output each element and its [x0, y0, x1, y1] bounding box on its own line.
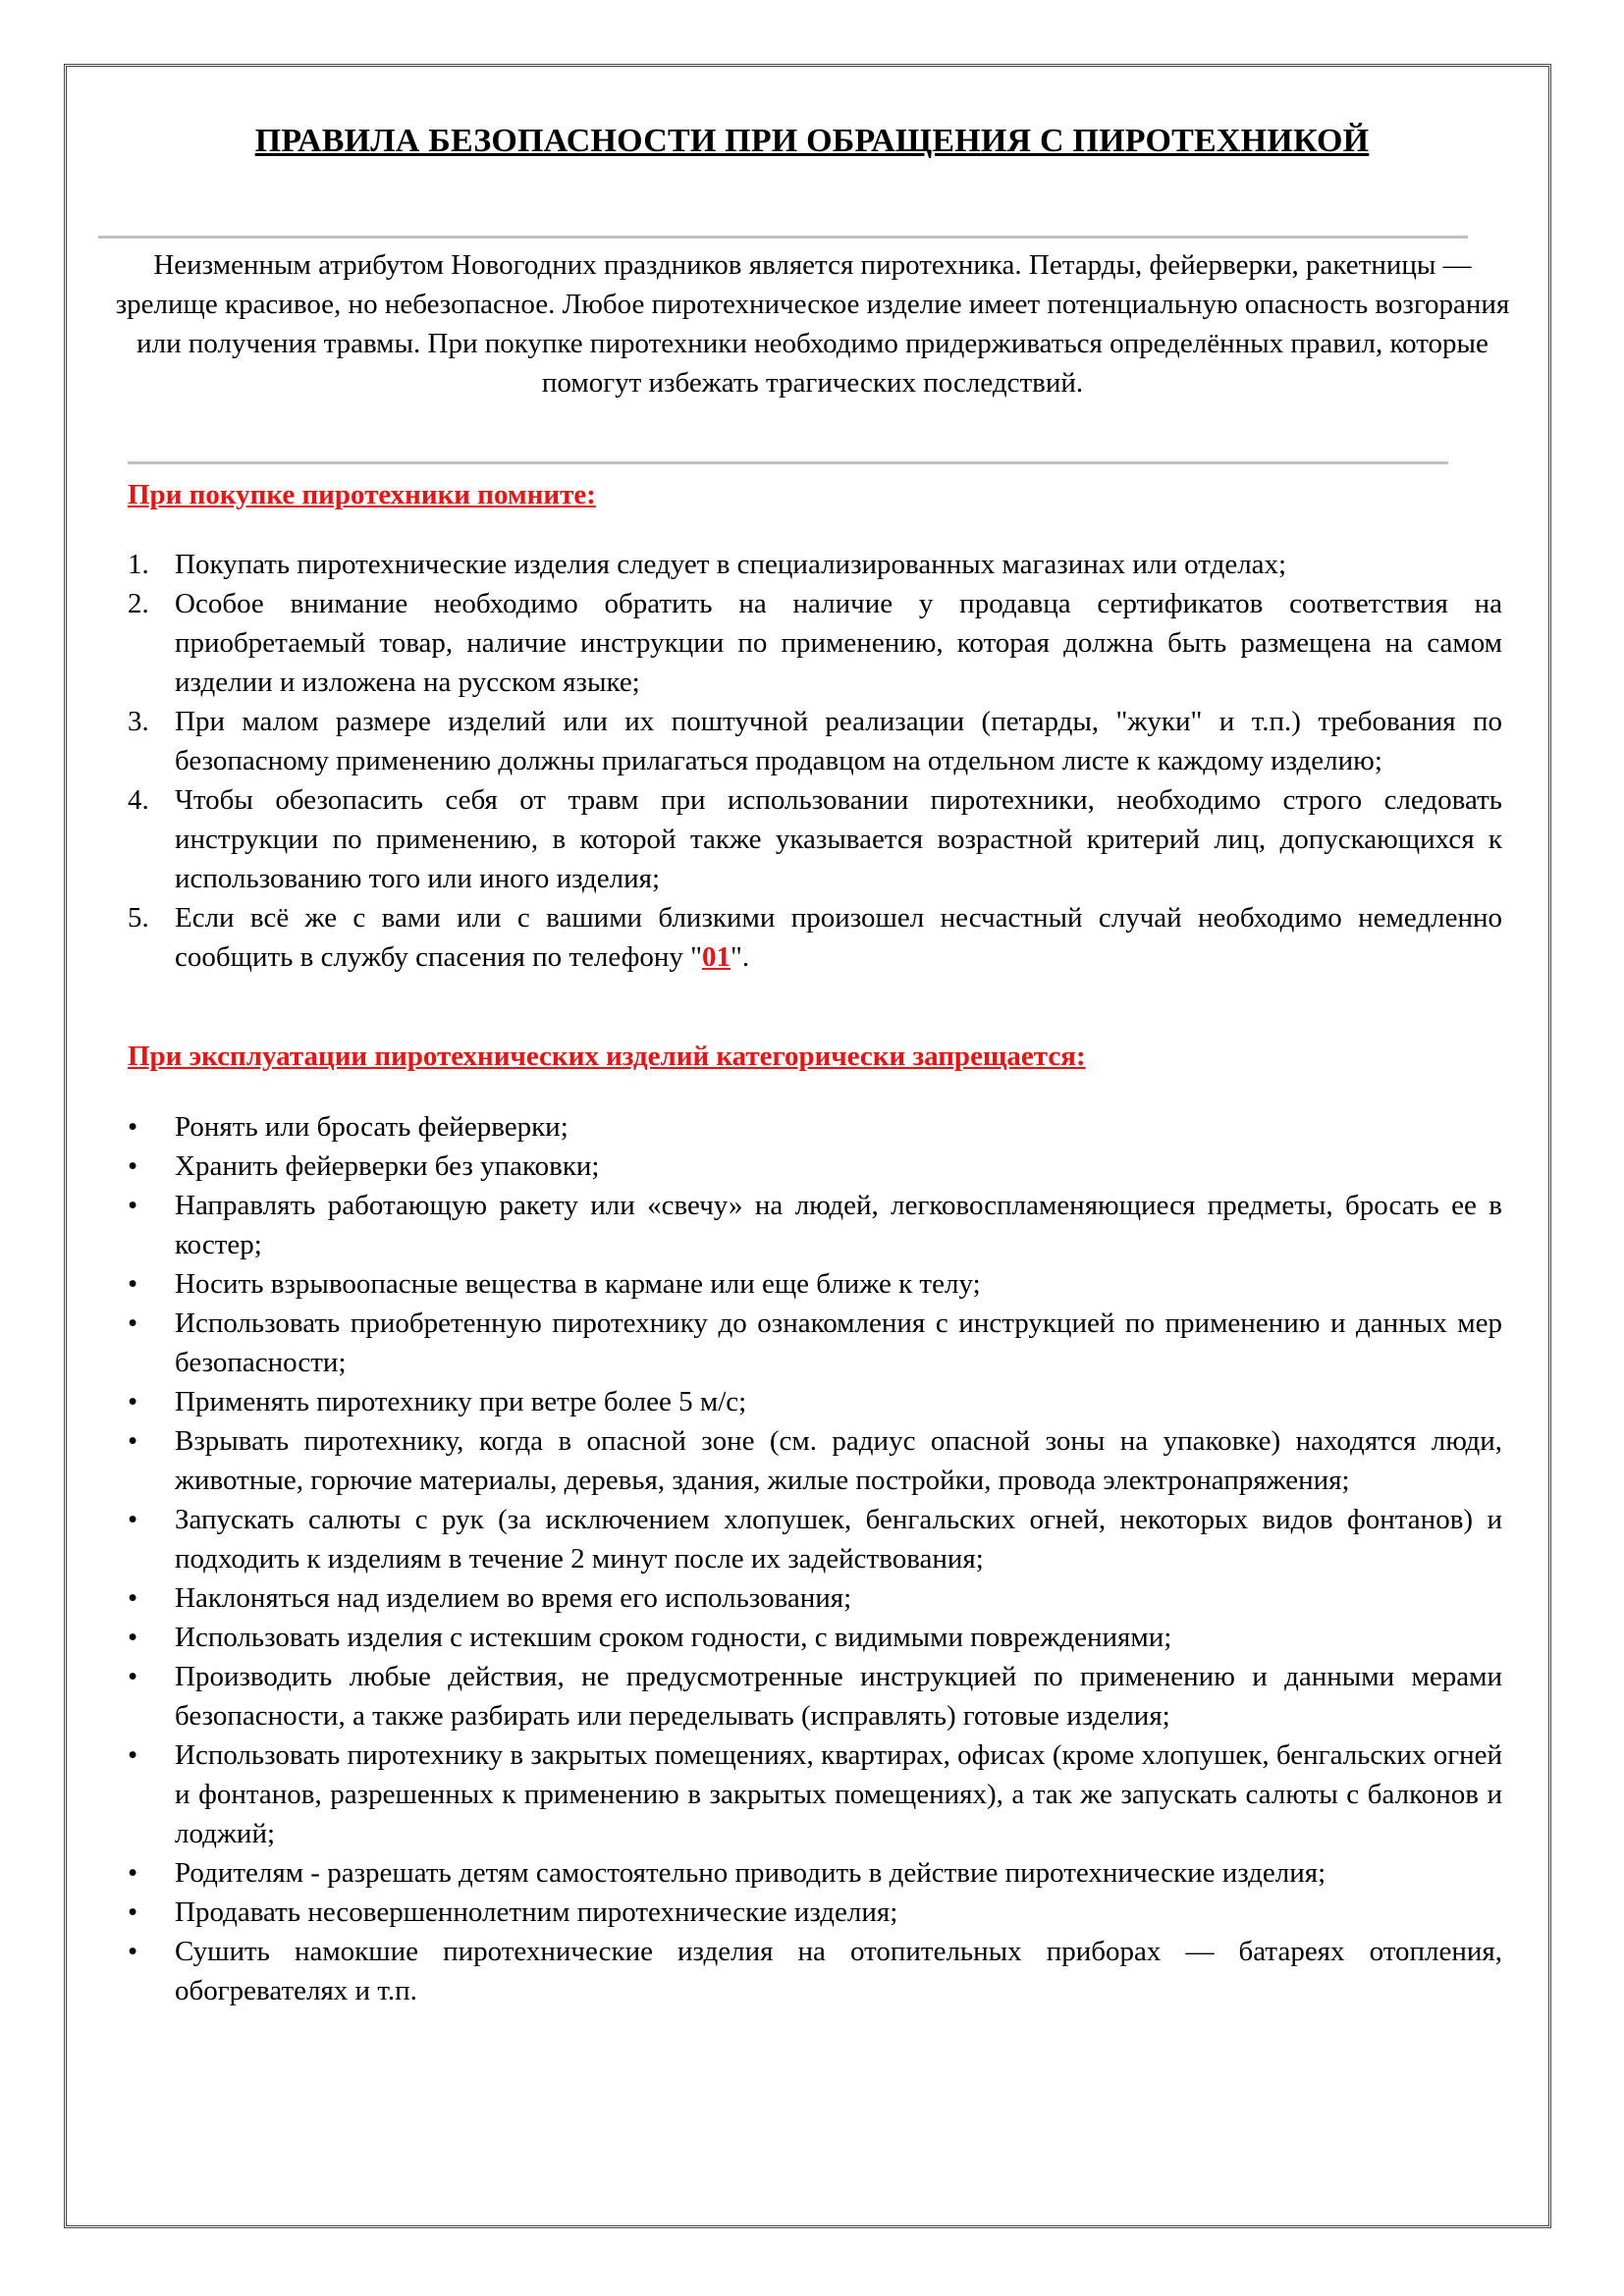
list-item-text: Применять пиротехнику при ветре более 5 м/с; — [175, 1386, 747, 1417]
list-item-text: Запускать салюты с рук (за исключением хлопушек, бенгальских огней, некоторых видов фонтанов) и подходить к изделиям в течение 2 минут после их задействования; — [175, 1504, 1502, 1575]
list-item — [128, 1500, 1502, 1578]
bullet-icon: • — [128, 1268, 138, 1300]
bullet-icon: • — [128, 1622, 138, 1653]
list-item — [128, 780, 1502, 898]
list-item-text: Если всё же с вами или с вашими близкими произошел несчастный случай необходимо немедленно сообщить в службу спасения по телефону " — [175, 902, 1502, 973]
list-item-text: Родителям - разрешать детям самостоятельно приводить в действие пиротехнические изделия; — [175, 1857, 1326, 1889]
list-item — [128, 1735, 1502, 1853]
list-item-text-end: ". — [730, 941, 750, 973]
list-item-text: Хранить фейерверки без упаковки; — [175, 1150, 600, 1182]
page-title: ПРАВИЛА БЕЗОПАСНОСТИ ПРИ ОБРАЩЕНИЯ С ПИРОТЕХНИКОЙ — [254, 123, 1370, 159]
list-item-text: Носить взрывоопасные вещества в кармане или еще ближе к телу; — [175, 1268, 981, 1300]
list-item — [128, 1853, 1502, 1893]
list-item-text: Использовать изделия с истекшим сроком годности, с видимыми повреждениями; — [175, 1622, 1172, 1653]
list-item-text: Чтобы обезопасить себя от травм при использовании пиротехники, необходимо строго следовать инструкции по применению, в которой также указывается возрастной критерий лиц, допускающихся к использованию того или иного изделия; — [175, 784, 1502, 894]
bullet-icon: • — [128, 1896, 138, 1928]
list-item-text: Особое внимание необходимо обратить на наличие у продавца сертификатов соответствия на приобретаемый товар, наличие инструкции по применению, которая должна быть размещена на самом изделии и изложена на русском языке; — [175, 588, 1502, 698]
prohibited-list — [128, 1107, 1502, 2010]
list-item-text: Взрывать пиротехнику, когда в опасной зоне (см. радиус опасной зоны на упаковке) находятся люди, животные, горючие материалы, деревья, здания, жилые постройки, провода электронапряжения; — [175, 1425, 1502, 1496]
list-item-text: Использовать пиротехнику в закрытых помещениях, квартирах, офисах (кроме хлопушек, бенгальских огней и фонтанов, разрешенных к применению в закрытых помещениях), а так же запускать салюты с балконов и лоджий; — [175, 1739, 1502, 1849]
list-number: 5. — [128, 902, 149, 934]
bullet-icon: • — [128, 1661, 138, 1692]
list-item — [128, 1107, 1502, 1147]
list-item-text: Использовать приобретенную пиротехнику до ознакомления с инструкцией по применению и данных мер безопасности; — [175, 1308, 1502, 1378]
list-item — [128, 1304, 1502, 1382]
bullet-icon: • — [128, 1504, 138, 1535]
purchase-heading: При покупке пиротехники помните: — [128, 479, 596, 510]
list-item — [128, 1893, 1502, 1932]
bullet-icon: • — [128, 1425, 138, 1457]
list-item-text: При малом размере изделий или их поштучной реализации (петарды, "жуки" и т.п.) требования по безопасному применению должны прилагаться продавцом на отдельном листе к каждому изделию; — [175, 706, 1502, 776]
list-item — [128, 545, 1502, 584]
list-item-text: Сушить намокшие пиротехнические изделия на отопительных приборах — батареях отопления, обогревателях и т.п. — [175, 1936, 1502, 2006]
divider-bottom — [128, 461, 1448, 464]
list-item — [128, 1147, 1502, 1186]
bullet-icon: • — [128, 1739, 138, 1771]
list-item — [128, 1578, 1502, 1618]
list-number: 4. — [128, 784, 149, 816]
list-item-text: Производить любые действия, не предусмотренные инструкцией по применению и данными мерами безопасности, а также разбирать или переделывать (исправлять) готовые изделия; — [175, 1661, 1502, 1732]
purchase-list — [128, 545, 1502, 977]
bullet-icon: • — [128, 1111, 138, 1143]
bullet-icon: • — [128, 1582, 138, 1614]
list-item — [128, 584, 1502, 702]
list-item-text: Наклоняться над изделием во время его использования; — [175, 1582, 852, 1614]
bullet-icon: • — [128, 1308, 138, 1339]
prohibited-heading: При эксплуатации пиротехнических изделий категорически запрещается: — [128, 1041, 1086, 1072]
list-item — [128, 1932, 1502, 2010]
list-item — [128, 1264, 1502, 1304]
intro-paragraph: Неизменным атрибутом Новогодних праздников является пиротехника. Петарды, фейерверки, ракетницы — зрелище красивое, но небезопасное. Любое пиротехническое изделие имеет потенциальную опасность возгорания или получения травмы. При покупке пиротехники необходимо придерживаться определённых правил, которые помогут избежать трагических последствий. — [115, 249, 1510, 399]
bullet-icon: • — [128, 1936, 138, 1967]
list-item — [128, 1421, 1502, 1500]
list-number: 1. — [128, 549, 149, 580]
list-item — [128, 702, 1502, 780]
bullet-icon: • — [128, 1386, 138, 1417]
list-item-text: Направлять работающую ракету или «свечу» на людей, легковоспламеняющиеся предметы, бросать ее в костер; — [175, 1190, 1502, 1260]
list-item — [128, 898, 1502, 977]
list-item — [128, 1382, 1502, 1421]
bullet-icon: • — [128, 1190, 138, 1221]
list-number: 2. — [128, 588, 149, 619]
list-item-text: Покупать пиротехнические изделия следует в специализированных магазинах или отделах; — [175, 549, 1287, 580]
divider-top — [98, 236, 1468, 239]
list-item-text: Продавать несовершеннолетним пиротехнические изделия; — [175, 1896, 898, 1928]
list-item — [128, 1657, 1502, 1735]
emergency-phone: 01 — [701, 941, 731, 973]
bullet-icon: • — [128, 1857, 138, 1889]
list-item — [128, 1186, 1502, 1264]
list-item-text: Ронять или бросать фейерверки; — [175, 1111, 568, 1143]
list-item — [128, 1618, 1502, 1657]
bullet-icon: • — [128, 1150, 138, 1182]
list-number: 3. — [128, 706, 149, 737]
